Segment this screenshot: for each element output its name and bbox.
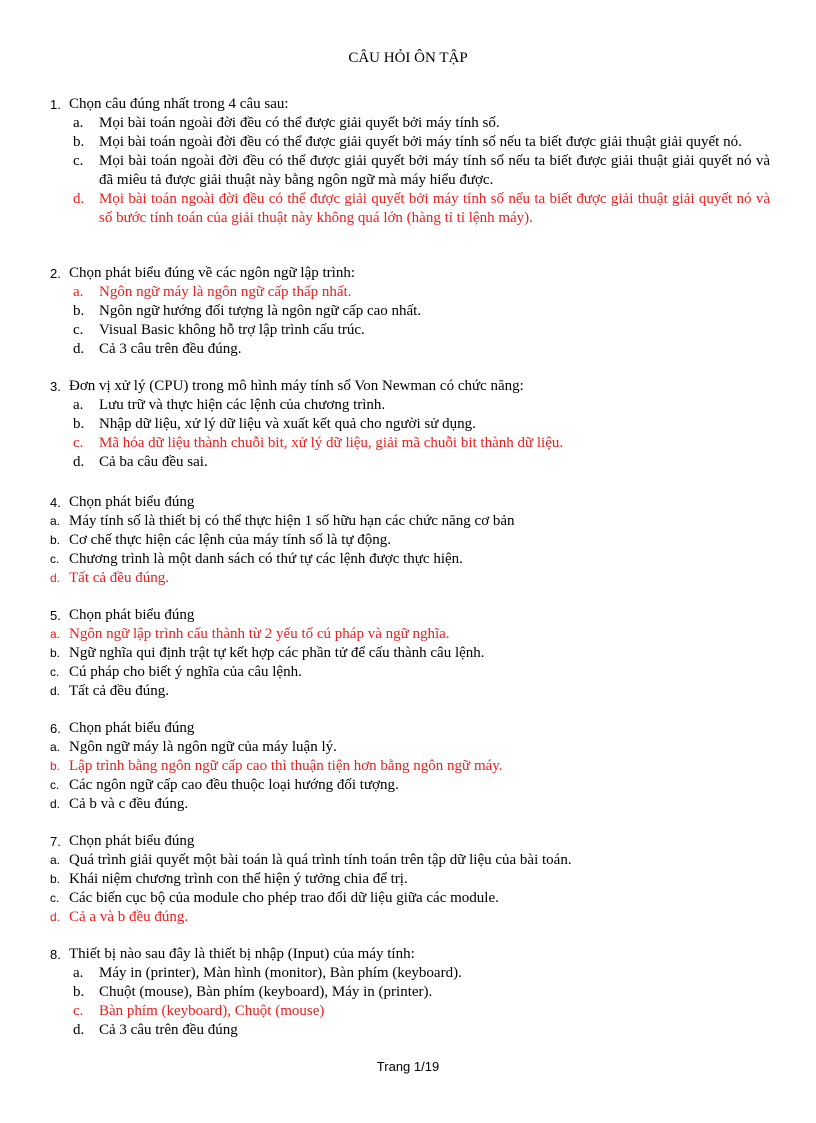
option-text: Mã hóa dữ liệu thành chuỗi bit, xử lý dữ liệu, giải mã chuỗi bit thành dữ liệu. xyxy=(99,435,564,451)
option-letter: a. xyxy=(73,397,84,413)
question-text: Đơn vị xử lý (CPU) trong mô hình máy tính số Von Newman có chức năng: xyxy=(69,378,524,394)
option-d xyxy=(50,340,770,359)
question-stem xyxy=(50,945,770,964)
option-c xyxy=(50,550,770,569)
option-letter: c. xyxy=(73,322,84,338)
option-a xyxy=(50,625,770,644)
option-text: Mọi bài toán ngoài đời đều có thể được giải quyết bởi máy tính số nếu ta biết được giải thuật giải quyết nó và số bước tính toán của giải thuật này không quá lớn (hàng tỉ tỉ lệnh máy). xyxy=(99,191,770,226)
option-text: Lập trình bằng ngôn ngữ cấp cao thì thuận tiện hơn bằng ngôn ngữ máy. xyxy=(69,758,503,774)
option-a xyxy=(50,964,770,983)
option-b xyxy=(50,983,770,1002)
option-text: Visual Basic không hỗ trợ lập trình cấu trúc. xyxy=(99,322,365,338)
option-letter: c. xyxy=(50,778,60,792)
option-letter: c. xyxy=(50,891,60,905)
question-number: 2. xyxy=(50,266,61,281)
option-letter: d. xyxy=(73,454,85,470)
question-4 xyxy=(50,493,770,588)
option-text: Cả 3 câu trên đều đúng xyxy=(99,1022,238,1038)
option-b xyxy=(50,757,770,776)
question-number: 3. xyxy=(50,379,61,394)
question-text: Chọn phát biểu đúng về các ngôn ngữ lập trình: xyxy=(69,265,355,281)
question-7 xyxy=(50,832,770,927)
option-text: Các ngôn ngữ cấp cao đều thuộc loại hướng đối tượng. xyxy=(69,777,399,793)
option-d xyxy=(50,795,770,814)
option-text: Lưu trữ và thực hiện các lệnh của chương trình. xyxy=(99,397,386,413)
question-stem xyxy=(50,493,770,512)
question-stem xyxy=(50,606,770,625)
option-text: Chuột (mouse), Bàn phím (keyboard), Máy in (printer). xyxy=(99,984,433,1000)
option-letter: d. xyxy=(50,684,61,698)
question-3 xyxy=(50,377,770,472)
option-text: Mọi bài toán ngoài đời đều có thể được giải quyết bởi máy tính số. xyxy=(99,115,500,131)
option-letter: b. xyxy=(73,984,85,1000)
option-text: Mọi bài toán ngoài đời đều có thể được giải quyết bởi máy tính số nếu ta biết được giải thuật giải quyết nó và đã miêu tả được giải thuật này bằng ngôn ngữ mà máy hiểu được. xyxy=(99,153,770,188)
option-a xyxy=(50,851,770,870)
option-text: Cả b và c đều đúng. xyxy=(69,796,189,812)
option-letter: c. xyxy=(50,552,60,566)
option-letter: b. xyxy=(73,134,85,150)
question-text: Chọn phát biểu đúng xyxy=(69,720,195,736)
option-letter: a. xyxy=(50,740,61,754)
page-title: CÂU HỎI ÔN TẬP xyxy=(348,50,468,66)
option-letter: b. xyxy=(50,533,61,547)
option-text: Cú pháp cho biết ý nghĩa của câu lệnh. xyxy=(69,664,302,680)
option-letter: a. xyxy=(50,514,61,528)
option-text: Ngôn ngữ máy là ngôn ngữ của máy luận lý. xyxy=(69,739,337,755)
option-letter: a. xyxy=(73,965,84,981)
option-letter: d. xyxy=(73,341,85,357)
option-letter: c. xyxy=(73,1003,84,1019)
option-letter: c. xyxy=(73,153,84,169)
option-letter: c. xyxy=(50,665,60,679)
question-1 xyxy=(50,95,770,228)
option-d xyxy=(50,1021,770,1040)
option-a xyxy=(50,283,770,302)
option-b xyxy=(50,870,770,889)
option-text: Khái niệm chương trình con thể hiện ý tưởng chia để trị. xyxy=(69,871,408,887)
option-d xyxy=(50,908,770,927)
option-letter: d. xyxy=(50,910,61,924)
option-text: Tất cả đều đúng. xyxy=(69,683,169,699)
option-c xyxy=(50,152,770,190)
question-2 xyxy=(50,264,770,359)
option-a xyxy=(50,738,770,757)
option-a xyxy=(50,512,770,531)
option-d xyxy=(50,569,770,588)
option-text: Ngôn ngữ hướng đối tượng là ngôn ngữ cấp cao nhất. xyxy=(99,303,422,319)
option-text: Tất cả đều đúng. xyxy=(69,570,169,586)
option-c xyxy=(50,321,770,340)
option-text: Cả 3 câu trên đều đúng. xyxy=(99,341,242,357)
question-text: Chọn câu đúng nhất trong 4 câu sau: xyxy=(69,96,289,112)
option-text: Quá trình giải quyết một bài toán là quá trình tính toán trên tập dữ liệu của bài toán. xyxy=(69,852,572,868)
option-c xyxy=(50,1002,770,1021)
option-text: Máy in (printer), Màn hình (monitor), Bàn phím (keyboard). xyxy=(99,965,462,981)
question-6 xyxy=(50,719,770,814)
question-5 xyxy=(50,606,770,701)
question-stem xyxy=(50,264,770,283)
option-a xyxy=(50,114,770,133)
option-d xyxy=(50,453,770,472)
option-text: Ngữ nghĩa qui định trật tự kết hợp các phần tử để cấu thành câu lệnh. xyxy=(69,645,485,661)
option-b xyxy=(50,531,770,550)
option-letter: a. xyxy=(73,284,84,300)
option-text: Cả ba câu đều sai. xyxy=(99,454,208,470)
option-text: Bàn phím (keyboard), Chuột (mouse) xyxy=(99,1003,325,1019)
option-text: Ngôn ngữ lập trình cấu thành từ 2 yếu tố cú pháp và ngữ nghĩa. xyxy=(69,626,450,642)
question-stem xyxy=(50,832,770,851)
option-d xyxy=(50,190,770,228)
option-text: Chương trình là một danh sách có thứ tự các lệnh được thực hiện. xyxy=(69,551,463,567)
option-letter: d. xyxy=(50,797,61,811)
option-c xyxy=(50,776,770,795)
question-number: 5. xyxy=(50,608,61,623)
option-c xyxy=(50,434,770,453)
option-letter: a. xyxy=(50,627,61,641)
question-text: Chọn phát biểu đúng xyxy=(69,833,195,849)
question-stem xyxy=(50,377,770,396)
question-number: 6. xyxy=(50,721,61,736)
option-text: Cơ chế thực hiện các lệnh của máy tính số là tự động. xyxy=(69,532,392,548)
option-text: Mọi bài toán ngoài đời đều có thể được giải quyết bởi máy tính số nếu ta biết được giải thuật giải quyết nó. xyxy=(99,134,742,150)
option-a xyxy=(50,396,770,415)
option-text: Máy tính số là thiết bị có thể thực hiện 1 số hữu hạn các chức năng cơ bản xyxy=(69,513,515,529)
option-c xyxy=(50,889,770,908)
option-letter: b. xyxy=(50,872,61,886)
option-letter: b. xyxy=(73,303,85,319)
option-c xyxy=(50,663,770,682)
question-text: Chọn phát biểu đúng xyxy=(69,607,195,623)
option-b xyxy=(50,302,770,321)
question-number: 7. xyxy=(50,834,61,849)
option-text: Ngôn ngữ máy là ngôn ngữ cấp thấp nhất. xyxy=(99,284,352,300)
option-b xyxy=(50,415,770,434)
option-letter: d. xyxy=(50,571,61,585)
option-d xyxy=(50,682,770,701)
option-letter: c. xyxy=(73,435,84,451)
option-letter: b. xyxy=(50,646,61,660)
option-b xyxy=(50,644,770,663)
option-letter: d. xyxy=(73,1022,85,1038)
option-letter: a. xyxy=(50,853,61,867)
question-text: Thiết bị nào sau đây là thiết bị nhập (Input) của máy tính: xyxy=(69,946,415,962)
question-number: 1. xyxy=(50,97,61,112)
option-text: Cả a và b đều đúng. xyxy=(69,909,189,925)
question-number: 8. xyxy=(50,947,61,962)
option-text: Nhập dữ liệu, xử lý dữ liệu và xuất kết quả cho người sử dụng. xyxy=(99,416,476,432)
option-letter: a. xyxy=(73,115,84,131)
option-text: Các biến cục bộ của module cho phép trao đổi dữ liệu giữa các module. xyxy=(69,890,499,906)
option-letter: b. xyxy=(73,416,85,432)
question-stem xyxy=(50,95,770,114)
question-text: Chọn phát biểu đúng xyxy=(69,494,195,510)
page-number: Trang 1/19 xyxy=(376,1059,440,1074)
option-letter: d. xyxy=(73,191,85,207)
question-number: 4. xyxy=(50,495,61,510)
option-letter: b. xyxy=(50,759,61,773)
option-b xyxy=(50,133,770,152)
question-8 xyxy=(50,945,770,1040)
question-stem xyxy=(50,719,770,738)
